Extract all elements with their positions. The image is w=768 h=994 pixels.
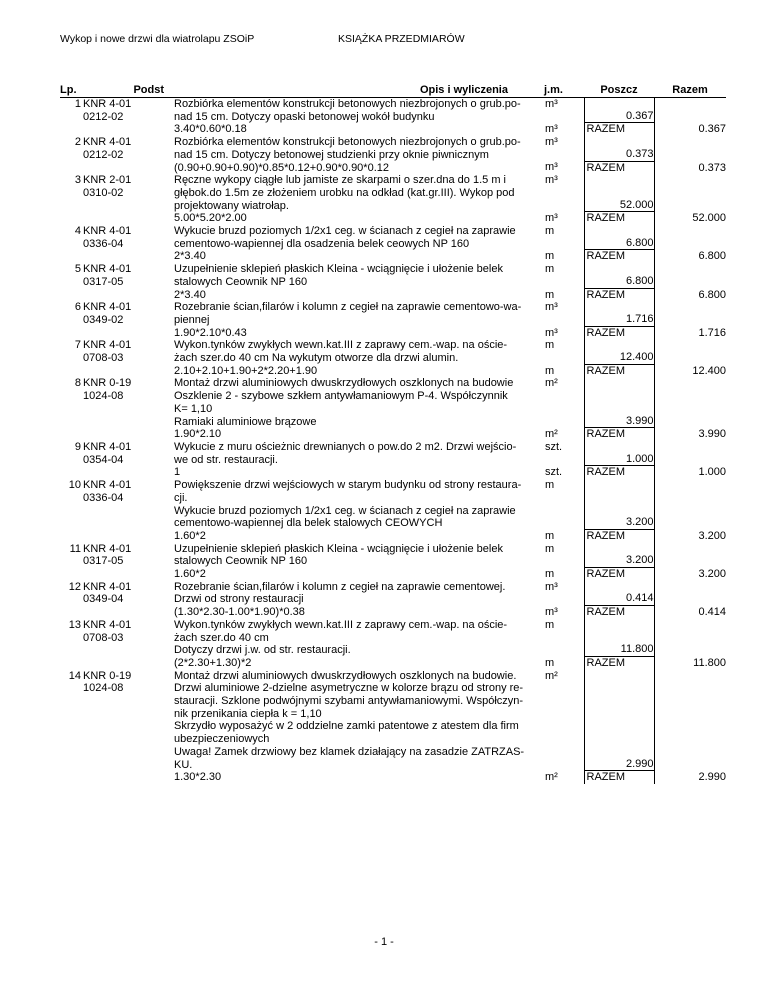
unit-bottom: m [545, 250, 555, 263]
book-title: KSIĄŻKA PRZEDMIARÓW [338, 33, 465, 45]
description-line: Uzupełnienie sklepień płaskich Kleina - wciągnięcie i ułożenie belek [174, 542, 503, 555]
row-unit [544, 225, 584, 263]
row-partial [584, 301, 654, 339]
partial-value: 0.414 [625, 592, 654, 605]
row-basis [82, 301, 172, 339]
basis-line: 0310-02 [83, 186, 124, 199]
row-number: 13 [68, 618, 81, 631]
total-value: 0.414 [698, 606, 726, 619]
description-line: stauracji. Szklone podwójnymi szybami antywłamaniowymi. Współczyn- [174, 695, 524, 708]
unit-top: m³ [545, 580, 558, 593]
row-description [172, 619, 544, 670]
unit-top: m [545, 542, 555, 555]
unit-top: m³ [545, 136, 558, 149]
basis-line: 0354-04 [83, 453, 124, 466]
partial-value: 52.000 [619, 198, 654, 211]
basis-line: 0212-02 [83, 110, 124, 123]
table-header-row [60, 84, 726, 98]
row-unit [544, 263, 584, 301]
description-line: Rozebranie ścian,filarów i kolumn z cegieł na zaprawie cementowo-wa- [174, 301, 522, 314]
razem-label: RAZEM [585, 567, 654, 581]
basis-line: 1024-08 [83, 390, 124, 403]
row-partial [584, 543, 654, 581]
row-formula: 2*3.40 [174, 250, 206, 263]
col-lp-header: Lp. [60, 84, 77, 97]
row-basis [82, 543, 172, 581]
total-value: 1.716 [698, 326, 726, 339]
description-line: Uwaga! Zamek drzwiowy bez klamek działający na zasadzie ZATRZAS- [174, 745, 525, 758]
row-total [654, 98, 726, 137]
unit-bottom: m [545, 529, 555, 542]
row-total [654, 377, 726, 441]
partial-value: 6.800 [625, 236, 654, 249]
row-number: 10 [68, 479, 81, 492]
row-total [654, 339, 726, 377]
basis-line: KNR 4-01 [83, 440, 132, 453]
razem-label: RAZEM [585, 288, 654, 302]
unit-top: m [545, 479, 555, 492]
unit-top: m² [545, 669, 558, 682]
basis-line: 0349-04 [83, 593, 124, 606]
description-line: Wykucie bruzd poziomych 1/2x1 ceg. w ścianach z cegieł na zaprawie [174, 504, 516, 517]
unit-bottom: m³ [545, 123, 558, 136]
partial-value: 0.373 [625, 147, 654, 160]
row-formula: 1.30*2.30 [174, 771, 222, 784]
description-line: Wykon.tynków zwykłych wewn.kat.III z zaprawy cem.-wap. na oście- [174, 339, 508, 352]
row-formula: 1.90*2.10 [174, 428, 222, 441]
basis-line: KNR 2-01 [83, 174, 132, 187]
basis-line: KNR 4-01 [83, 263, 132, 276]
row-formula: 1.60*2 [174, 529, 206, 542]
row-partial [584, 479, 654, 543]
description-line: Drzwi aluminiowe 2-dzielne asymetryczne w kolorze brązu od strony re- [174, 682, 524, 695]
table-row [60, 619, 726, 670]
description-line: Wykucie z muru ościeżnic drewnianych o pow.do 2 m2. Drzwi wejścio- [174, 440, 517, 453]
unit-top: m² [545, 377, 558, 390]
col-razem-header: Razem [672, 84, 708, 97]
basis-line: KNR 4-01 [83, 136, 132, 149]
unit-top: m³ [545, 174, 558, 187]
description-line: żach szer.do 40 cm Na wykutym otworze dla drzwi alumin. [174, 352, 459, 365]
row-total [654, 479, 726, 543]
basis-line: KNR 4-01 [83, 618, 132, 631]
razem-label: RAZEM [585, 656, 654, 670]
col-opis-header: Opis i wyliczenia [419, 84, 508, 97]
row-description [172, 479, 544, 543]
row-formula: (0.90+0.90+0.90)*0.85*0.12+0.90*0.90*0.12 [174, 161, 389, 174]
unit-top: m [545, 225, 555, 238]
table-row [60, 339, 726, 377]
unit-bottom: m² [545, 771, 558, 784]
basis-line: 0708-03 [83, 631, 124, 644]
row-unit [544, 581, 584, 619]
row-number: 2 [74, 136, 81, 149]
row-partial [584, 174, 654, 225]
table-row [60, 479, 726, 543]
row-partial [584, 136, 654, 174]
row-number: 9 [74, 440, 81, 453]
row-number: 7 [74, 339, 81, 352]
row-unit [544, 377, 584, 441]
row-total [654, 301, 726, 339]
row-formula: 1 [174, 466, 181, 479]
razem-label: RAZEM [585, 211, 654, 225]
row-partial [584, 441, 654, 479]
razem-label: RAZEM [585, 249, 654, 263]
total-value: 12.400 [692, 364, 726, 377]
description-line: Drzwi od strony restauracji [174, 593, 304, 606]
document-title: Wykop i nowe drzwi dla wiatrolapu ZSOiP [60, 33, 255, 45]
table-row [60, 543, 726, 581]
row-formula: 1.60*2 [174, 568, 206, 581]
description-line: głębok.do 1.5m ze złożeniem urobku na odkład (kat.gr.III). Wykop pod [174, 186, 515, 199]
table-row [60, 263, 726, 301]
row-number: 3 [74, 174, 81, 187]
unit-top: m [545, 263, 555, 276]
row-formula: 2.10+2.10+1.90+2*2.20+1.90 [174, 364, 318, 377]
page-number: - 1 - [374, 936, 394, 948]
razem-label: RAZEM [585, 465, 654, 479]
partial-value: 2.990 [625, 757, 654, 770]
table-row [60, 581, 726, 619]
row-partial [584, 263, 654, 301]
row-unit [544, 543, 584, 581]
basis-line: 0317-05 [83, 275, 124, 288]
total-value: 0.373 [698, 161, 726, 174]
row-unit [544, 174, 584, 225]
basis-line: 0212-02 [83, 148, 124, 161]
row-unit [544, 301, 584, 339]
description-line: KU. [174, 758, 193, 771]
row-basis [82, 98, 172, 137]
total-value: 0.367 [698, 123, 726, 136]
row-description [172, 136, 544, 174]
basis-line: 1024-08 [83, 682, 124, 695]
row-description [172, 670, 544, 784]
row-basis [82, 377, 172, 441]
row-description [172, 543, 544, 581]
row-total [654, 441, 726, 479]
description-line: Rozbiórka elementów konstrukcji betonowych niezbrojonych o grub.po- [174, 136, 521, 149]
row-partial [584, 339, 654, 377]
basis-line: 0317-05 [83, 555, 124, 568]
unit-bottom: m [545, 567, 555, 580]
description-line: żach szer.do 40 cm [174, 631, 269, 644]
row-unit [544, 339, 584, 377]
total-value: 3.990 [698, 428, 726, 441]
total-value: 6.800 [698, 250, 726, 263]
row-unit [544, 136, 584, 174]
razem-label: RAZEM [585, 529, 654, 543]
basis-line: 0336-04 [83, 237, 124, 250]
row-basis [82, 225, 172, 263]
row-partial [584, 670, 654, 784]
row-unit [544, 479, 584, 543]
unit-bottom: m² [545, 428, 558, 441]
basis-line: KNR 4-01 [83, 479, 132, 492]
partial-value: 1.716 [625, 312, 654, 325]
razem-label: RAZEM [585, 770, 654, 784]
row-basis [82, 441, 172, 479]
razem-label: RAZEM [585, 122, 654, 136]
row-basis [82, 619, 172, 670]
row-description [172, 339, 544, 377]
partial-value: 6.800 [625, 274, 654, 287]
basis-line: KNR 4-01 [83, 542, 132, 555]
unit-bottom: m³ [545, 212, 558, 225]
row-formula: 2*3.40 [174, 288, 206, 301]
description-line: nik przenikania ciepła k = 1,10 [174, 707, 322, 720]
description-line: we od str. restauracji. [174, 453, 278, 466]
description-line: Uzupełnienie sklepień płaskich Kleina - wciągnięcie i ułożenie belek [174, 263, 503, 276]
partial-value: 1.000 [625, 452, 654, 465]
row-total [654, 543, 726, 581]
description-line: nad 15 cm. Dotyczy opaski betonowej wokół budynku [174, 110, 435, 123]
row-formula: (2*2.30+1.30)*2 [174, 656, 252, 669]
unit-bottom: m³ [545, 161, 558, 174]
description-line: Oszklenie 2 - szybowe szkłem antywłamaniowym P-4. Współczynnik [174, 390, 508, 403]
total-value: 6.800 [698, 288, 726, 301]
basis-line: KNR 4-01 [83, 98, 132, 110]
row-partial [584, 225, 654, 263]
row-total [654, 225, 726, 263]
partial-value: 3.990 [625, 414, 654, 427]
table-row [60, 136, 726, 174]
row-number: 6 [74, 301, 81, 314]
description-line: nad 15 cm. Dotyczy betonowej studzienki przy oknie piwnicznym [174, 148, 489, 161]
razem-label: RAZEM [585, 326, 654, 340]
total-value: 11.800 [693, 656, 726, 669]
col-podst-header: Podst [133, 84, 164, 97]
row-formula: 5.00*5.20*2.00 [174, 212, 247, 225]
partial-value: 3.200 [625, 516, 654, 529]
row-basis [82, 136, 172, 174]
description-line: stalowych Ceownik NP 160 [174, 555, 308, 568]
description-line: cementowo-wapiennej dla osadzenia belek ceowych NP 160 [174, 237, 470, 250]
col-jm-header: j.m. [544, 84, 563, 97]
unit-bottom: m³ [545, 326, 558, 339]
row-number: 12 [68, 580, 81, 593]
row-number: 1 [74, 98, 81, 110]
description-line: stalowych Ceownik NP 160 [174, 275, 308, 288]
table-row [60, 377, 726, 441]
row-basis [82, 581, 172, 619]
total-value: 2.990 [698, 771, 726, 784]
partial-value: 11.800 [620, 643, 654, 656]
razem-label: RAZEM [585, 427, 654, 441]
total-value: 1.000 [698, 466, 726, 479]
basis-line: KNR 4-01 [83, 339, 132, 352]
table-row [60, 441, 726, 479]
unit-bottom: m [545, 288, 555, 301]
unit-top: m [545, 618, 555, 631]
description-line: projektowany wiatrołap. [174, 199, 289, 212]
unit-bottom: szt. [545, 466, 563, 479]
row-formula: 1.90*2.10*0.43 [174, 326, 247, 339]
basis-line: KNR 0-19 [83, 669, 132, 682]
table-row [60, 670, 726, 784]
row-partial [584, 98, 654, 137]
unit-bottom: m [545, 364, 555, 377]
description-line: cji. [174, 491, 188, 504]
description-line: Powiększenie drzwi wejściowych w starym budynku od strony restaura- [174, 479, 522, 492]
row-description [172, 98, 544, 137]
description-line: Rozbiórka elementów konstrukcji betonowych niezbrojonych o grub.po- [174, 98, 521, 110]
basis-line: 0708-03 [83, 352, 124, 365]
row-number: 8 [74, 377, 81, 390]
basis-line: 0336-04 [83, 491, 124, 504]
description-line: Rozebranie ścian,filarów i kolumn z cegieł na zaprawie cementowej. [174, 580, 506, 593]
unit-bottom: m³ [545, 606, 558, 619]
description-line: Wykucie bruzd poziomych 1/2x1 ceg. w ścianach z cegieł na zaprawie [174, 225, 516, 238]
partial-value: 12.400 [619, 351, 654, 364]
row-formula: (1.30*2.30-1.00*1.90)*0.38 [174, 606, 305, 619]
description-line: Ramiaki aluminiowe brązowe [174, 415, 317, 428]
table-row [60, 98, 726, 137]
row-total [654, 670, 726, 784]
description-line: Montaż drzwi aluminiowych dwuskrzydłowych oszklonych na budowie [174, 377, 514, 390]
razem-label: RAZEM [585, 161, 654, 175]
row-number: 4 [74, 225, 81, 238]
description-line: piennej [174, 313, 210, 326]
row-basis [82, 174, 172, 225]
row-total [654, 581, 726, 619]
row-description [172, 377, 544, 441]
row-description [172, 581, 544, 619]
row-unit [544, 670, 584, 784]
table-row [60, 301, 726, 339]
basis-line: KNR 4-01 [83, 580, 132, 593]
row-partial [584, 619, 654, 670]
row-description [172, 174, 544, 225]
row-unit [544, 441, 584, 479]
row-unit [544, 619, 584, 670]
unit-top: m³ [545, 301, 558, 314]
row-description [172, 301, 544, 339]
row-total [654, 263, 726, 301]
table-row [60, 174, 726, 225]
basis-line: KNR 4-01 [83, 225, 132, 238]
row-description [172, 263, 544, 301]
description-line: cementowo-wapiennej dla belek stalowych CEOWYCH [174, 517, 443, 530]
row-number: 5 [74, 263, 81, 276]
row-basis [82, 263, 172, 301]
razem-label: RAZEM [585, 364, 654, 378]
description-line: Wykon.tynków zwykłych wewn.kat.III z zaprawy cem.-wap. na oście- [174, 618, 508, 631]
total-value: 3.200 [698, 568, 726, 581]
total-value: 52.000 [692, 212, 726, 225]
table-row [60, 225, 726, 263]
row-total [654, 174, 726, 225]
description-line: ubezpieczeniowych [174, 733, 270, 746]
unit-bottom: m [545, 656, 555, 669]
measurement-table [60, 84, 726, 784]
description-line: Ręczne wykopy ciągłe lub jamiste ze skarpami o szer.dna do 1.5 m i [174, 174, 506, 187]
row-partial [584, 581, 654, 619]
row-total [654, 136, 726, 174]
row-number: 14 [68, 669, 81, 682]
unit-top: szt. [545, 440, 563, 453]
razem-label: RAZEM [585, 605, 654, 619]
description-line: Montaż drzwi aluminiowych dwuskrzydłowych oszklonych na budowie. [174, 669, 517, 682]
row-basis [82, 670, 172, 784]
partial-value: 3.200 [625, 554, 654, 567]
row-formula: 3.40*0.60*0.18 [174, 123, 247, 136]
row-partial [584, 377, 654, 441]
total-value: 3.200 [698, 529, 726, 542]
row-total [654, 619, 726, 670]
row-unit [544, 98, 584, 137]
row-number: 11 [69, 542, 81, 555]
basis-line: KNR 0-19 [83, 377, 132, 390]
row-basis [82, 339, 172, 377]
unit-top: m³ [545, 98, 558, 110]
description-line: K= 1,10 [174, 402, 213, 415]
col-poszcz-header: Poszcz [600, 84, 638, 97]
basis-line: 0349-02 [83, 313, 124, 326]
basis-line: KNR 4-01 [83, 301, 132, 314]
row-description [172, 225, 544, 263]
partial-value: 0.367 [625, 109, 654, 122]
description-line: Dotyczy drzwi j.w. od str. restauracji. [174, 644, 351, 657]
description-line: Skrzydło wyposażyć w 2 oddzielne zamki patentowe z atestem dla firm [174, 720, 519, 733]
row-basis [82, 479, 172, 543]
row-description [172, 441, 544, 479]
unit-top: m [545, 339, 555, 352]
